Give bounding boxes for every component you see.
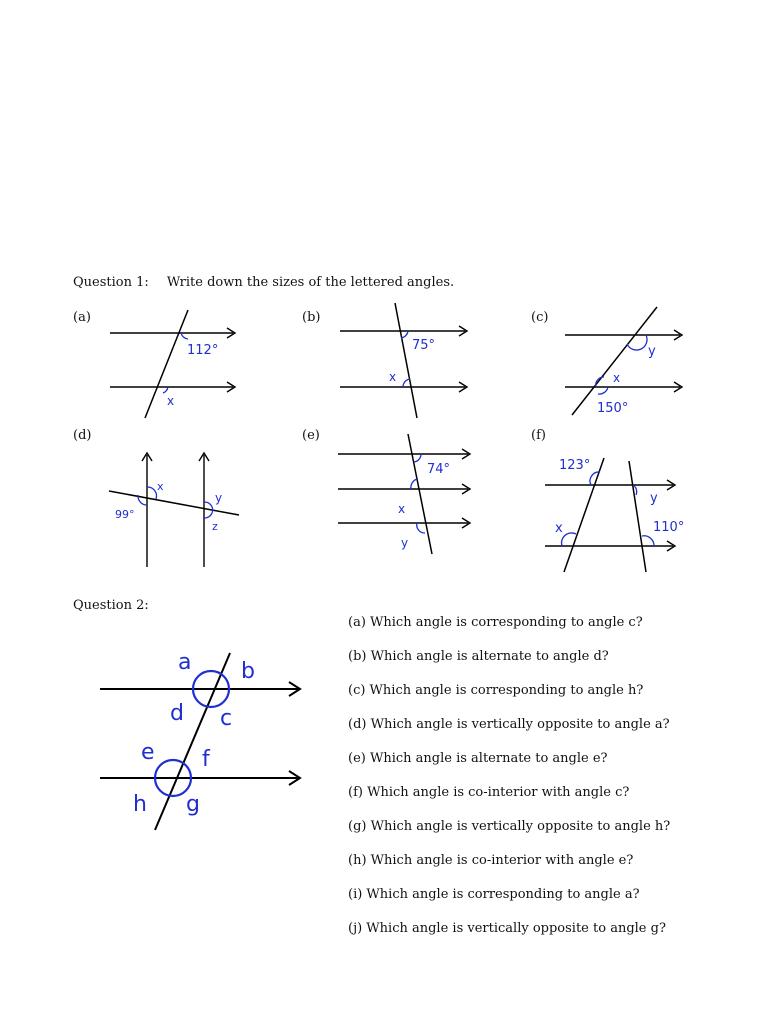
part-c-label: (c) — [531, 310, 549, 325]
diagram-e — [335, 430, 480, 560]
part-b-label: (b) — [302, 310, 321, 325]
diagram-f — [540, 452, 690, 577]
angle-letter-f: f — [202, 747, 210, 772]
angle-arc-150 — [598, 387, 608, 394]
angle-arc-x — [596, 377, 604, 387]
part-a-label: (a) — [73, 310, 91, 325]
angle-letter-b: b — [241, 659, 255, 684]
angle-arc-112 — [181, 333, 188, 339]
question-2-item-h: (h) Which angle is co-interior with angle e? — [348, 853, 634, 868]
angle-letter-d: d — [170, 701, 184, 726]
angle-label-74: 74° — [427, 462, 451, 477]
angle-letter-g: g — [186, 792, 200, 817]
angle-label-99: 99° — [115, 508, 135, 521]
question-2-heading: Question 2: — [73, 598, 149, 613]
angle-label-150: 150° — [597, 401, 629, 416]
part-d-label: (d) — [73, 428, 92, 443]
part-f-label: (f) — [531, 428, 546, 443]
angle-label-75: 75° — [412, 338, 436, 353]
transversal-line — [395, 303, 417, 418]
angle-label-x: x — [555, 521, 563, 536]
angle-label-123: 123° — [559, 458, 591, 473]
diagram-a-svg — [105, 305, 245, 423]
angle-label-x: x — [157, 480, 164, 493]
question-2-item-d: (d) Which angle is vertically opposite to angle a? — [348, 717, 670, 732]
angle-letter-c: c — [220, 706, 233, 731]
angle-label-y: y — [650, 491, 658, 506]
angle-label-x: x — [389, 370, 397, 384]
transversal-right — [629, 461, 646, 572]
question-2-item-e: (e) Which angle is alternate to angle e? — [348, 751, 608, 766]
transversal-line — [572, 307, 657, 415]
angle-label-x: x — [398, 502, 406, 516]
diagram-a — [105, 305, 245, 423]
angle-letter-h: h — [133, 792, 147, 817]
angle-arc-74 — [414, 454, 421, 462]
angle-label-z: z — [212, 520, 218, 533]
diagram-b — [335, 298, 475, 423]
diagram-e-svg — [335, 430, 480, 560]
angle-letter-e: e — [141, 740, 155, 765]
angle-arc-x — [147, 487, 157, 499]
angle-label-112: 112° — [187, 343, 219, 358]
question-2-item-b: (b) Which angle is alternate to angle d? — [348, 649, 609, 664]
question-2-item-c: (c) Which angle is corresponding to angle h? — [348, 683, 644, 698]
question-1-heading — [73, 275, 454, 290]
angle-label-y: y — [401, 536, 409, 550]
angle-label-x: x — [167, 394, 175, 408]
angle-arc-x — [163, 387, 168, 393]
angle-letter-a: a — [178, 650, 192, 675]
part-e-label: (e) — [302, 428, 320, 443]
diagram-c-svg — [560, 303, 700, 421]
diagram-b-svg — [335, 298, 475, 423]
angle-label-110: 110° — [653, 520, 685, 535]
angle-label-x: x — [613, 371, 621, 385]
angle-arc-110 — [642, 536, 654, 546]
angle-arc-x — [411, 479, 417, 489]
question-2-item-j: (j) Which angle is vertically opposite to angle g? — [348, 921, 666, 936]
question-2-item-g: (g) Which angle is vertically opposite to angle h? — [348, 819, 671, 834]
question-2-item-i: (i) Which angle is corresponding to angle a? — [348, 887, 640, 902]
angle-arc-x — [403, 379, 410, 387]
question-1-instruction: Write down the sizes of the lettered angles. — [166, 275, 455, 290]
angle-arc-y — [417, 523, 425, 533]
angle-arc-y — [204, 502, 213, 513]
angle-label-y: y — [648, 344, 656, 359]
transversal-line — [408, 434, 432, 554]
transversal-left — [564, 458, 604, 572]
question-2-item-a: (a) Which angle is corresponding to angle c? — [348, 615, 643, 630]
angle-label-y: y — [215, 491, 223, 505]
question-2-item-f: (f) Which angle is co-interior with angle c? — [348, 785, 630, 800]
angle-arc-z — [204, 513, 212, 518]
diagram-c — [560, 303, 700, 421]
question-2-diagram-svg — [95, 645, 310, 840]
question-1-number: Question 1: — [73, 275, 149, 290]
diagram-d — [105, 445, 245, 570]
diagram-f-svg — [540, 452, 690, 577]
diagram-d-svg — [105, 445, 245, 570]
question-2-diagram — [95, 645, 310, 840]
